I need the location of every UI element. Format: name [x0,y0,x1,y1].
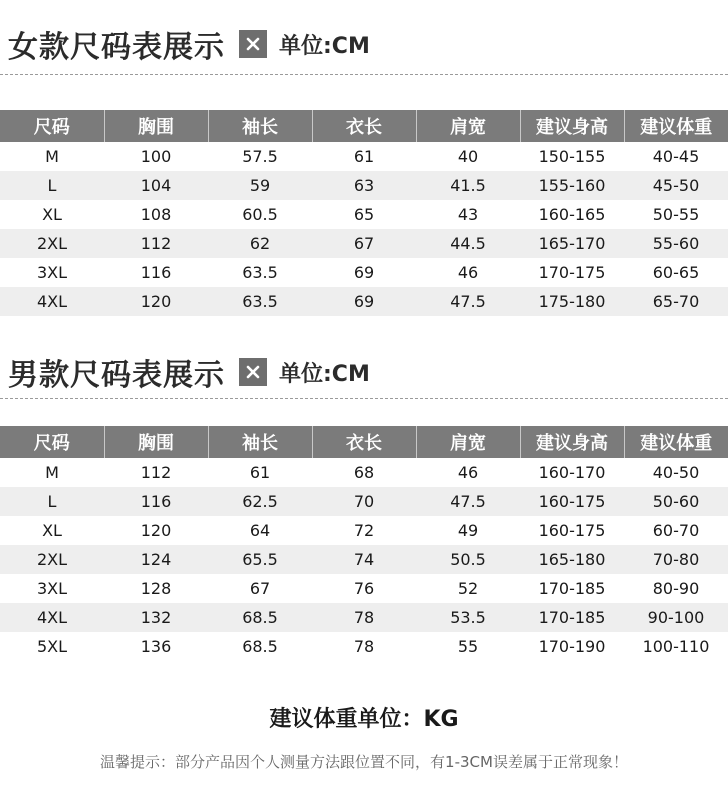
cell-size: L [47,492,57,511]
cell-length: 72 [353,521,375,540]
cell-size: L [47,176,57,195]
col-height: 建议身高 [520,426,624,458]
table-row [0,574,728,603]
men-table-title: 男款尺码表展示 [8,358,225,393]
col-sleeve: 袖长 [208,426,312,458]
cell-height: 170-185 [538,608,606,627]
cell-weight: 55-60 [652,234,700,253]
cell-sleeve: 61 [249,463,271,482]
col-chest: 胸围 [104,110,208,142]
col-shoulder: 肩宽 [416,110,520,142]
cell-height: 150-155 [538,147,606,166]
cell-sleeve: 64 [249,521,271,540]
cell-length: 78 [353,608,375,627]
cell-shoulder: 55 [457,637,479,656]
cell-sleeve: 67 [249,579,271,598]
cell-chest: 100 [140,147,172,166]
cell-weight: 90-100 [647,608,705,627]
cell-height: 160-170 [538,463,606,482]
cell-weight: 100-110 [642,637,710,656]
cell-weight: 60-70 [652,521,700,540]
table-row [0,487,728,516]
col-size: 尺码 [0,426,104,458]
cell-sleeve: 62 [249,234,271,253]
col-length: 衣长 [312,110,416,142]
cell-size: 3XL [36,579,68,598]
table-row [0,171,728,200]
men-divider [0,398,728,399]
cell-weight: 60-65 [652,263,700,282]
cell-weight: 50-60 [652,492,700,511]
cell-shoulder: 43 [457,205,479,224]
cell-height: 170-175 [538,263,606,282]
table-row [0,142,728,171]
cell-sleeve: 68.5 [242,637,278,656]
cell-chest: 136 [140,637,172,656]
cell-height: 170-185 [538,579,606,598]
table-row [0,200,728,229]
men-table-body [0,458,728,661]
cell-shoulder: 44.5 [450,234,486,253]
cell-size: 2XL [36,550,68,569]
cell-length: 65 [353,205,375,224]
table-row [0,603,728,632]
measurement-tip: 温馨提示：部分产品因个人测量方法跟位置不同，有1-3CM误差属于正常现象！ [100,753,628,771]
cell-height: 160-175 [538,492,606,511]
col-height: 建议身高 [520,110,624,142]
men-unit-label: 单位:CM [279,361,370,387]
cell-chest: 112 [140,463,172,482]
cell-size: M [45,147,59,166]
cell-sleeve: 68.5 [242,608,278,627]
cell-sleeve: 60.5 [242,205,278,224]
cell-shoulder: 50.5 [450,550,486,569]
women-table-body [0,142,728,316]
cell-shoulder: 47.5 [450,292,486,311]
col-shoulder: 肩宽 [416,426,520,458]
cell-size: M [45,463,59,482]
col-size: 尺码 [0,110,104,142]
cell-length: 69 [353,292,375,311]
cell-size: 5XL [36,637,68,656]
cell-shoulder: 46 [457,263,479,282]
col-weight: 建议体重 [640,117,713,138]
cell-height: 165-180 [538,550,606,569]
cell-height: 175-180 [538,292,606,311]
cell-sleeve: 63.5 [242,292,278,311]
cell-chest: 108 [140,205,172,224]
cell-sleeve: 63.5 [242,263,278,282]
cell-weight: 65-70 [652,292,700,311]
cell-length: 78 [353,637,375,656]
table-row [0,545,728,574]
cell-weight: 45-50 [652,176,700,195]
close-x-icon [239,30,267,58]
cell-shoulder: 46 [457,463,479,482]
cell-size: 4XL [36,608,68,627]
men-section-heading [8,350,370,394]
cell-size: 3XL [36,263,68,282]
cell-sleeve: 57.5 [242,147,278,166]
cell-length: 61 [353,147,375,166]
table-row [0,516,728,545]
cell-chest: 116 [140,263,172,282]
cell-length: 70 [353,492,375,511]
women-table-header [0,110,728,142]
cell-shoulder: 52 [457,579,479,598]
cell-chest: 120 [140,292,172,311]
cell-chest: 104 [140,176,172,195]
cell-shoulder: 41.5 [450,176,486,195]
cell-chest: 132 [140,608,172,627]
cell-length: 74 [353,550,375,569]
cell-chest: 120 [140,521,172,540]
cell-sleeve: 62.5 [242,492,278,511]
women-unit-label: 单位:CM [279,33,370,59]
cell-shoulder: 49 [457,521,479,540]
cell-chest: 124 [140,550,172,569]
cell-length: 68 [353,463,375,482]
cell-length: 69 [353,263,375,282]
cell-weight: 40-50 [652,463,700,482]
cell-size: 4XL [36,292,68,311]
col-sleeve: 袖长 [208,110,312,142]
men-table-header [0,426,728,458]
cell-sleeve: 59 [249,176,271,195]
cell-length: 63 [353,176,375,195]
cell-shoulder: 53.5 [450,608,486,627]
women-table-title: 女款尺码表展示 [8,30,225,65]
cell-shoulder: 47.5 [450,492,486,511]
table-row [0,458,728,487]
cell-length: 67 [353,234,375,253]
col-length: 衣长 [312,426,416,458]
cell-height: 170-190 [538,637,606,656]
women-divider [0,74,728,75]
cell-height: 160-165 [538,205,606,224]
table-row [0,287,728,316]
cell-chest: 116 [140,492,172,511]
cell-shoulder: 40 [457,147,479,166]
cell-size: 2XL [36,234,68,253]
header-row [0,426,728,458]
cell-height: 155-160 [538,176,606,195]
table-row [0,632,728,661]
close-x-icon [239,358,267,386]
men-size-table [0,426,728,661]
col-chest: 胸围 [104,426,208,458]
cell-chest: 128 [140,579,172,598]
cell-size: XL [42,205,62,224]
women-size-table [0,110,728,316]
table-row [0,229,728,258]
table-row [0,258,728,287]
cell-weight: 80-90 [652,579,700,598]
cell-length: 76 [353,579,375,598]
cell-weight: 70-80 [652,550,700,569]
cell-weight: 40-45 [652,147,700,166]
cell-height: 165-170 [538,234,606,253]
weight-unit-note: 建议体重单位：KG [269,707,459,732]
header-row [0,110,728,142]
women-section-heading [8,22,370,66]
col-weight: 建议体重 [640,433,713,454]
cell-sleeve: 65.5 [242,550,278,569]
cell-height: 160-175 [538,521,606,540]
cell-size: XL [42,521,62,540]
cell-chest: 112 [140,234,172,253]
cell-weight: 50-55 [652,205,700,224]
